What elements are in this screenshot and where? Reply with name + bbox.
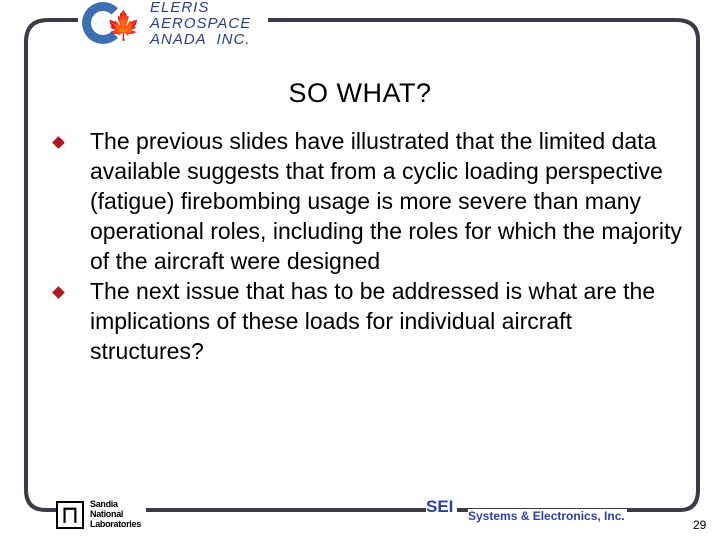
slide-title: SO WHAT?: [288, 78, 432, 108]
company-logo: [78, 0, 268, 56]
bullet-list: [52, 126, 692, 366]
sandia-text: [90, 499, 141, 529]
logo-line-2: AEROSPACE: [150, 15, 252, 32]
logo-text: [150, 0, 251, 48]
diamond-bullet-icon: [52, 286, 65, 299]
bullet-text: The next issue that has to be addressed is what are the implications of these loads for individual aircraft structures?: [90, 278, 656, 364]
diamond-bullet-icon: [52, 136, 65, 149]
bullet-text: The previous slides have illustrated that the limited data available suggests that from a cyclic loading perspective (fatigue) firebombing usage is more severe than many operational roles, including the roles for which the majority of the aircraft were designed: [90, 128, 682, 274]
logo-line-3: ANADA INC.: [150, 31, 251, 48]
maple-leaf-icon: 🍁: [106, 10, 141, 41]
sei-logo-text: SEI: [426, 497, 457, 517]
bullet-item: [52, 126, 692, 276]
sandia-logo: [56, 499, 146, 533]
sandia-line-2: National: [90, 509, 124, 519]
company-name: Systems & Electronics, Inc.: [468, 509, 625, 523]
logo-line-1: ELERIS: [150, 0, 210, 16]
page-number: 29: [693, 518, 707, 532]
sandia-line-3: Laboratories: [90, 519, 141, 529]
sandia-line-1: Sandia: [90, 499, 118, 509]
sandia-mark-icon: ⨅: [56, 501, 84, 529]
bullet-item: [52, 276, 692, 366]
